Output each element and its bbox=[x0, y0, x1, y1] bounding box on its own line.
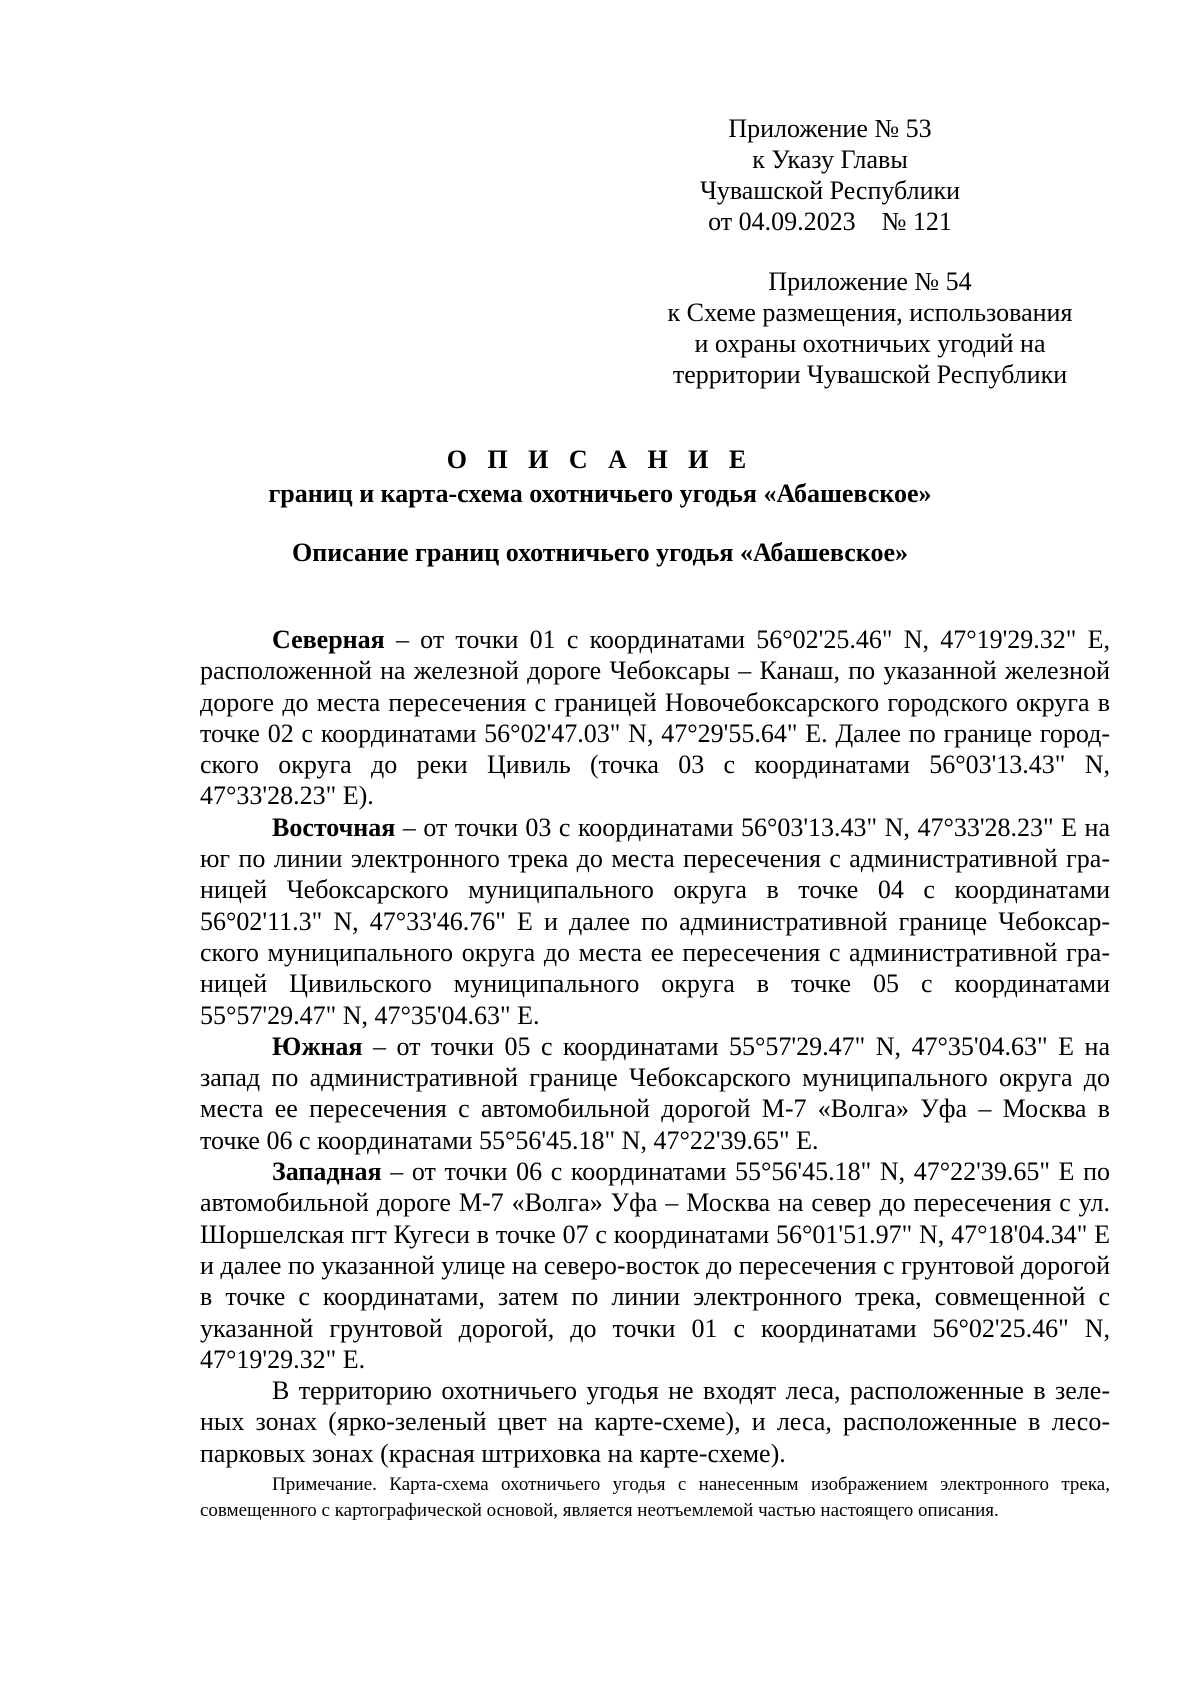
south-boundary-label: Южная bbox=[272, 1031, 363, 1061]
north-boundary-label: Северная bbox=[272, 625, 385, 654]
south-boundary-paragraph bbox=[200, 1031, 1110, 1156]
west-boundary-label: Западная bbox=[272, 1157, 382, 1187]
appendix-scheme-line-2: к Схеме размещения, использования bbox=[667, 298, 1073, 327]
appendix-scheme-line-4: территории Чувашской Республики bbox=[672, 360, 1068, 389]
boundary-description bbox=[200, 624, 1110, 1469]
appendix-decree-block bbox=[680, 113, 980, 237]
exclusion-paragraph: В территорию охотничьего угодья не входят леса, расположенные в зеленых зонах (ярко-зеленый цвет на карте-схеме), и леса, расположенные в лесопарковых зонах (красная штриховка на карте-схеме). bbox=[200, 1376, 1110, 1468]
document-subtitle: границ и карта-схема охотничьего угодья «Абашевское» bbox=[268, 479, 932, 508]
appendix-decree-line-3: Чувашской Республики bbox=[699, 176, 961, 205]
appendix-scheme-line-1: Приложение № 54 bbox=[768, 267, 972, 296]
east-boundary-paragraph bbox=[200, 812, 1110, 1031]
appendix-decree-line-1: Приложение № 53 bbox=[728, 114, 932, 143]
west-boundary-text: – от точки 06 с координатами 55°56'45.18" N, 47°22'39.65" E по автомобильной дороге М-7 «Волга» Уфа – Москва на север до пересечения с ул. Шоршелская пгт Кугеси в точке 07 с координатами 56°01'51.97" N, 47°18'04.34" E и далее по указанной улице на северо-восток до пересечения с грунтовой дорогой в точке с координатами, затем по линии электронного трека, совмещенной с указанной грунтовой дорогой, до точки 01 с координатами 56°02'25.46" N, 47°19'29.32" E. bbox=[200, 1157, 1111, 1374]
north-boundary-paragraph bbox=[200, 624, 1110, 812]
appendix-scheme-block bbox=[640, 266, 1100, 390]
appendix-decree-line-4: от 04.09.2023 № 121 bbox=[708, 207, 952, 236]
document-title: О П И С А Н И Е bbox=[446, 445, 754, 474]
appendix-decree-line-2: к Указу Главы bbox=[752, 145, 908, 174]
section-heading: Описание границ охотничьего угодья «Абашевское» bbox=[291, 538, 908, 567]
east-boundary-text: – от точки 03 с координатами 56°03'13.43" N, 47°33'28.23" E на юг по линии электронного трека до места пересечения с административной границей Чебоксарского муниципального округа в точке 04 с координатами 56°02'11.3" N, 47°33'46.76" E и далее по административной границе Чебоксарского муниципального округа до места ее пересечения с административной границей Цивильского муниципального округа в точке 05 с координатами 55°57'29.47" N, 47°35'04.63" E. bbox=[200, 812, 1110, 1030]
appendix-scheme-line-3: и охраны охотничьих угодий на bbox=[694, 329, 1046, 358]
east-boundary-label: Восточная bbox=[272, 812, 396, 842]
west-boundary-paragraph bbox=[200, 1156, 1110, 1375]
south-boundary-text: – от точки 05 с координатами 55°57'29.47" N, 47°35'04.63" E на запад по административной границе Чебоксарского муниципального округа до места ее пересечения с автомобильной дорогой М-7 «Волга» Уфа – Москва в точке 06 с координатами 55°56'45.18" N, 47°22'39.65" E. bbox=[200, 1031, 1110, 1155]
footnote: Примечание. Карта-схема охотничьего угодья с нанесенным изображением электронного трека, совмещенного с картографической основой, является неотъемлемой частью настоящего описания. bbox=[200, 1474, 1110, 1521]
north-boundary-text: – от точки 01 с координатами 56°02'25.46" N, 47°19'29.32" E, расположенной на железной дороге Чебоксары – Канаш, по указанной железной дороге до места пересечения с границей Новочебоксарского городского округа в точке 02 с координатами 56°02'47.03" N, 47°29'55.64" E. Далее по границе городского округа до реки Цивиль (точка 03 с координатами 56°03'13.43" N, 47°33'28.23" E). bbox=[200, 625, 1110, 811]
